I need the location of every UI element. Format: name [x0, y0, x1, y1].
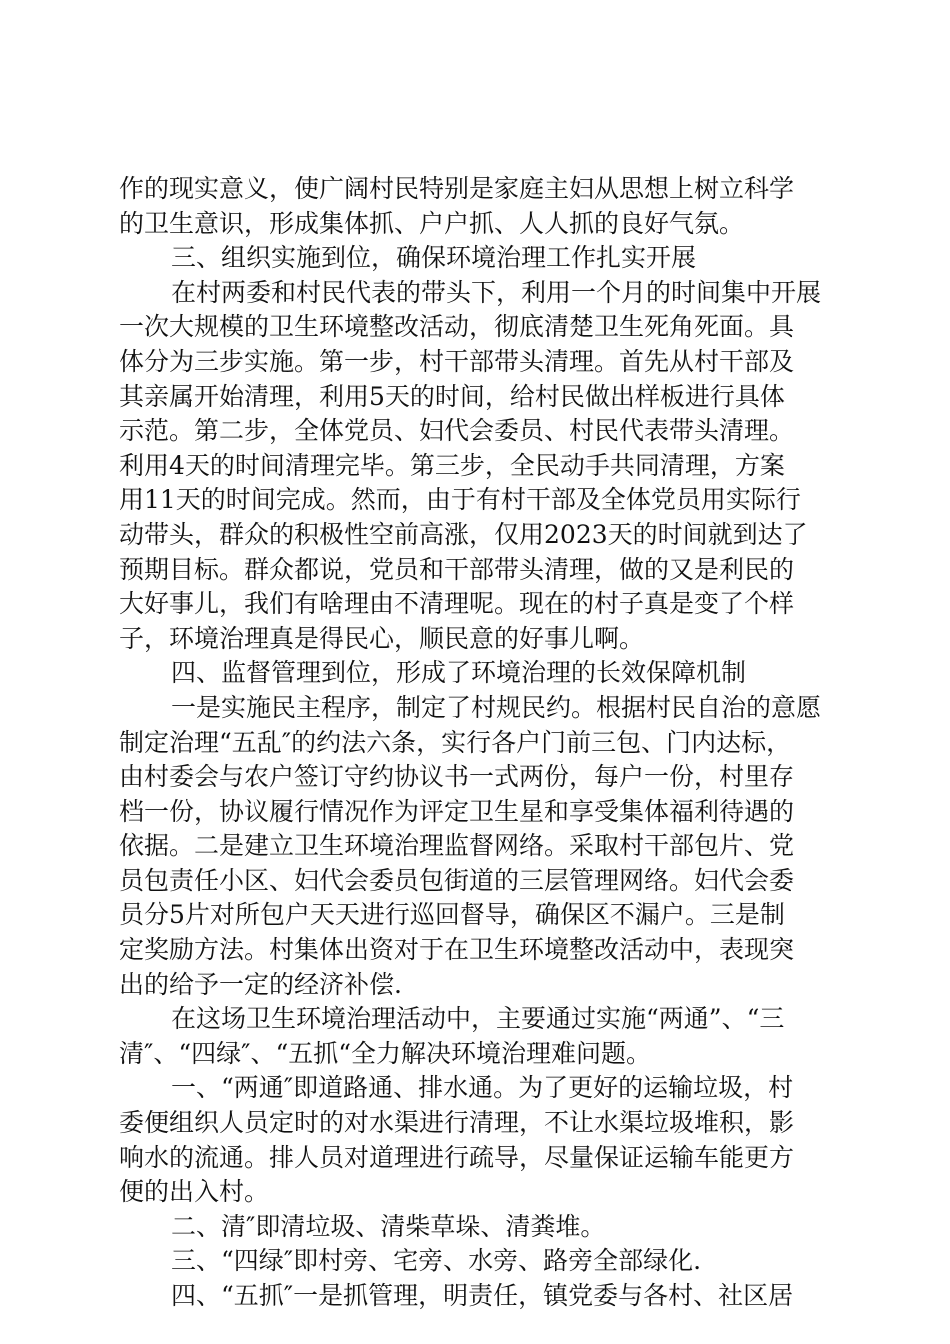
text-line: 清″、“四绿″、“五抓“全力解决环境治理难问题。 [119, 1038, 652, 1068]
text-line: 其亲属开始清理，利用5天的时间，给村民做出样板进行具体 [119, 381, 785, 411]
text-line: 制定治理“五乱″的约法六条，实行各户门前三包、门内达标， [119, 727, 792, 757]
text-line: 四、“五抓″一是抓管理，明责任，镇党委与各村、社区居 [171, 1281, 794, 1310]
text-line: 依据。二是建立卫生环境治理监督网络。采取村干部包片、党 [119, 831, 795, 861]
text-line: 员分5片对所包户天天进行巡回督导，确保区不漏户。三是制 [119, 900, 785, 930]
text-line: 四、监督管理到位，形成了环境治理的长效保障机制 [171, 658, 747, 688]
text-line: 一、“两通″即道路通、排水通。为了更好的运输垃圾，村 [171, 1073, 794, 1103]
text-line: 用11天的时间完成。然而，由于有村干部及全体党员用实际行 [119, 485, 801, 515]
document-body [119, 172, 839, 1314]
text-line: 作的现实意义，使广阔村民特别是家庭主妇从思想上树立科学 [119, 174, 795, 203]
text-line: 在这场卫生环境治理活动中，主要通过实施“两通”、“三 [171, 1004, 785, 1034]
text-line: 档一份，协议履行情况作为评定卫生星和享受集体福利待遇的 [119, 796, 795, 826]
text-line: 响水的流通。排人员对道理进行疏导，尽量保证运输车能更方 [119, 1142, 795, 1172]
text-line: 子，环境治理真是得民心，顺民意的好事儿啊。 [119, 623, 645, 653]
text-line: 三、“四绿″即村旁、宅旁、水旁、路旁全部绿化. [171, 1246, 702, 1276]
text-line: 示范。第二步，全体党员、妇代会委员、村民代表带头清理。 [119, 416, 795, 446]
text-line: 利用4天的时间清理完毕。第三步，全民动手共同清理，方案 [119, 450, 785, 480]
text-line: 由村委会与农户签订守约协议书一式两份，每户一份，村里存 [119, 762, 795, 792]
text-line: 一次大规模的卫生环境整改活动，彻底清楚卫生死角死面。具 [119, 312, 795, 342]
text-line: 在村两委和村民代表的带头下，利用一个月的时间集中开展 [171, 277, 822, 307]
text-line: 大好事儿，我们有啥理由不清理呢。现在的村子真是变了个样 [119, 589, 795, 619]
text-line: 二、清″即清垃圾、清柴草垛、清粪堆。 [171, 1211, 606, 1241]
text-line: 员包责任小区、妇代会委员包街道的三层管理网络。妇代会委 [119, 865, 795, 895]
text-line: 一是实施民主程序，制定了村规民约。根据村民自治的意愿 [171, 692, 822, 722]
text-line: 体分为三步实施。第一步，村干部带头清理。首先从村干部及 [119, 346, 795, 376]
text-line: 预期目标。群众都说，党员和干部带头清理，做的又是利民的 [119, 554, 795, 584]
text-line: 出的给予一定的经济补偿. [119, 969, 402, 999]
text-line: 委便组织人员定时的对水渠进行清理，不让水渠垃圾堆积，影 [119, 1108, 795, 1138]
text-line: 便的出入村。 [119, 1177, 270, 1207]
text-line: 定奖励方法。村集体出资对于在卫生环境整改活动中，表现突 [119, 935, 795, 965]
text-line: 的卫生意识，形成集体抓、户户抓、人人抓的良好气氛。 [119, 208, 745, 238]
text-line: 动带头，群众的积极性空前高涨，仅用2023天的时间就到达了 [119, 519, 808, 549]
text-line: 三、组织实施到位，确保环境治理工作扎实开展 [171, 243, 697, 273]
